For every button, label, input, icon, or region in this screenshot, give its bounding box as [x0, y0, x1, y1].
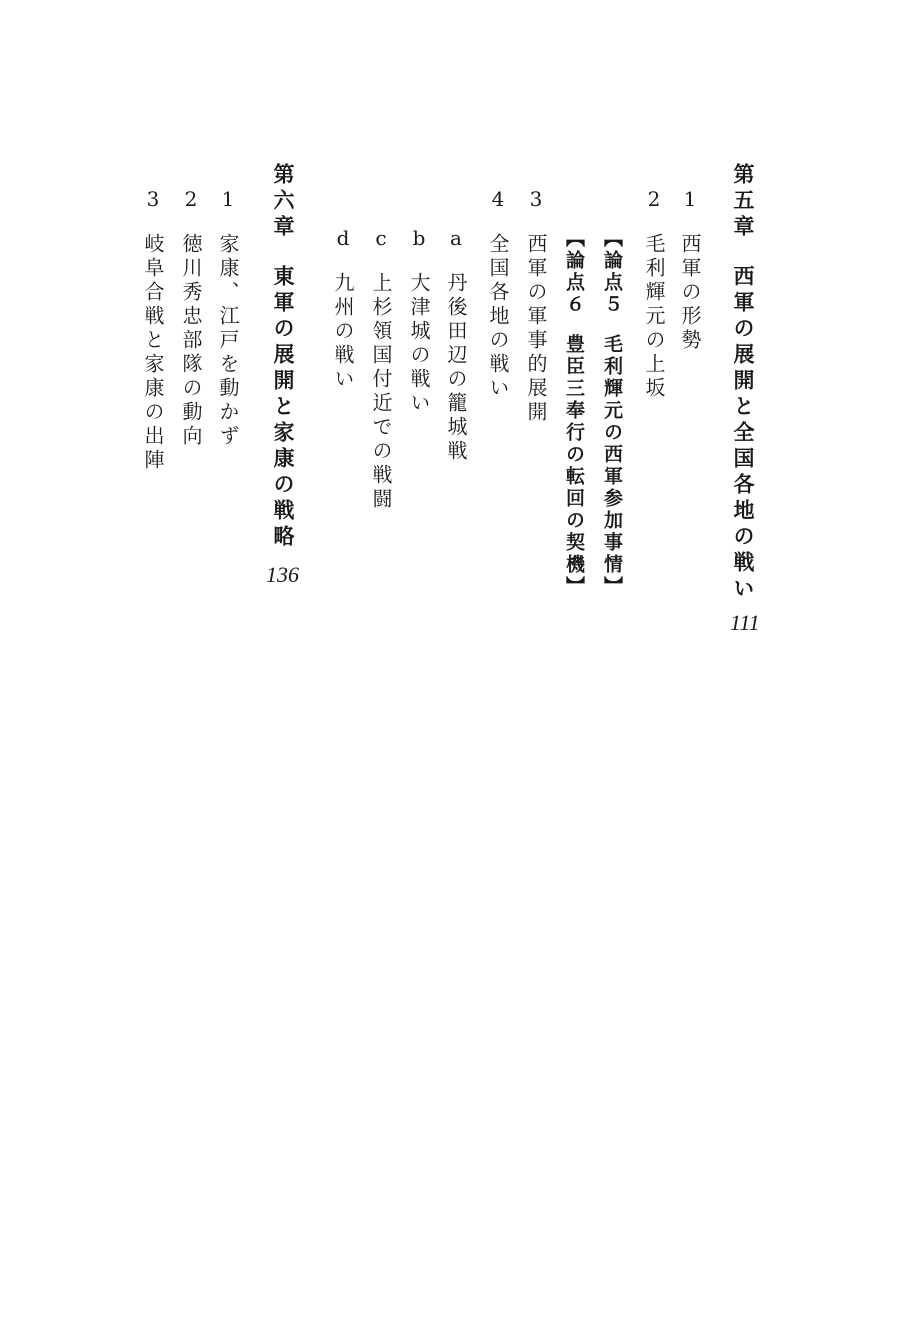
toc-entry [680, 187, 700, 353]
section-number: 1 [216, 187, 240, 215]
section-title: 徳川秀忠部隊の動向 [179, 233, 203, 449]
subsection-title: 九州の戦い [331, 272, 355, 392]
toc-subentry [446, 226, 466, 464]
subsection-letter: d [331, 226, 355, 254]
toc-entry [526, 187, 546, 425]
ronten-entry [602, 228, 621, 598]
chapter-6-title: 東軍の展開と家康の戦略 [271, 265, 296, 551]
toc-entry [181, 187, 201, 449]
chapter-6-heading [273, 163, 294, 551]
ronten-entry [564, 228, 583, 598]
toc-entry [488, 187, 508, 401]
subsection-title: 丹後田辺の籠城戦 [444, 272, 468, 464]
chapter-6-number: 第六章 [271, 163, 296, 241]
section-number: 1 [678, 187, 702, 215]
toc-entry [143, 187, 163, 473]
toc-subentry [333, 226, 353, 392]
section-number: 3 [524, 187, 548, 215]
section-title: 岐阜合戦と家康の出陣 [141, 233, 165, 473]
section-title: 毛利輝元の上坂 [642, 233, 666, 401]
toc-entry [644, 187, 664, 401]
chapter-6-page-number: 136 [266, 562, 299, 587]
ronten-label: 【論点６ [563, 228, 585, 316]
ronten-label: 【論点５ [601, 228, 623, 316]
section-title: 西軍の軍事的展開 [524, 233, 548, 425]
chapter-5-page-number: 111 [730, 610, 760, 635]
ronten-title: 毛利輝元の西軍参加事情】 [601, 334, 623, 598]
section-title: 西軍の形勢 [678, 233, 702, 353]
section-title: 家康、江戸を動かず [216, 233, 240, 449]
chapter-5-title: 西軍の展開と全国各地の戦い [731, 265, 756, 603]
subsection-title: 大津城の戦い [407, 272, 431, 416]
section-number: 2 [179, 187, 203, 215]
subsection-letter: b [407, 226, 431, 254]
section-number: 2 [642, 187, 666, 215]
toc-subentry [409, 226, 429, 416]
section-number: 4 [486, 187, 510, 215]
section-title: 全国各地の戦い [486, 233, 510, 401]
toc-entry [218, 187, 238, 449]
subsection-title: 上杉領国付近での戦闘 [369, 272, 393, 512]
subsection-letter: c [369, 226, 393, 254]
ronten-title: 豊臣三奉行の転回の契機】 [563, 334, 585, 598]
subsection-letter: a [444, 226, 468, 254]
toc-subentry [371, 226, 391, 512]
chapter-5-number: 第五章 [731, 163, 756, 241]
section-number: 3 [141, 187, 165, 215]
chapter-5-heading [733, 163, 754, 603]
